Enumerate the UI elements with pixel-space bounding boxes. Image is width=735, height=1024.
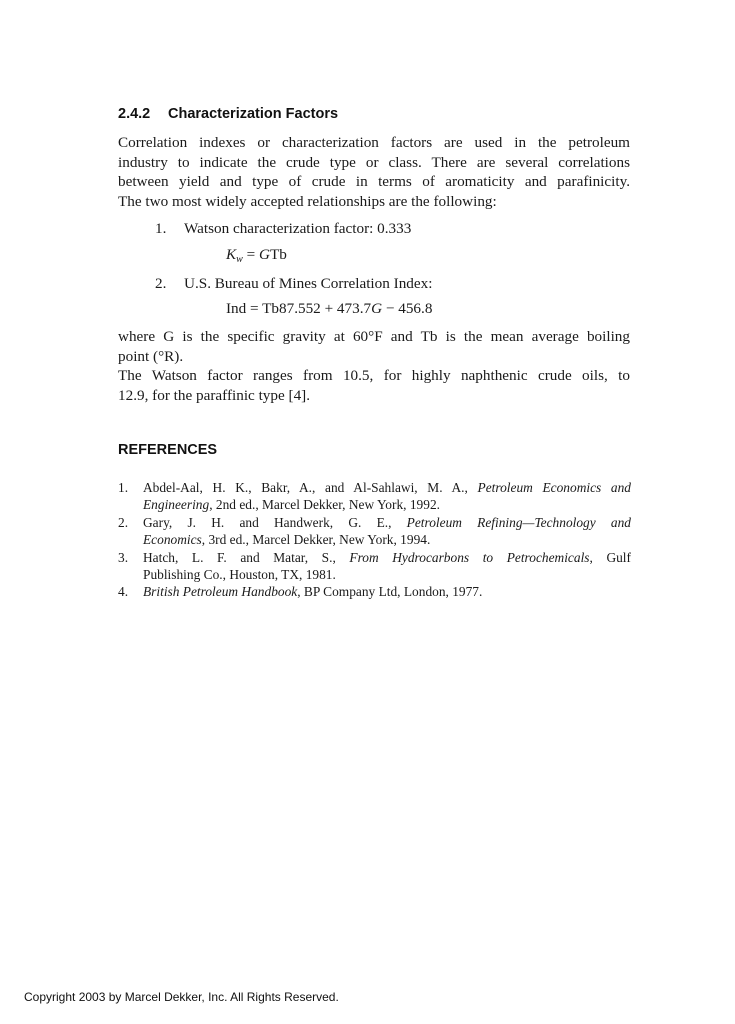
reference-item	[118, 514, 631, 549]
reference-authors: Abdel-Aal, H. K., Bakr, A., and Al-Sahlawi, M. A.,	[143, 480, 478, 495]
formula-ind: Ind = Tb87.552 + 473.7	[226, 300, 372, 317]
relationship-label: U.S. Bureau of Mines Correlation Index:	[184, 275, 433, 292]
reference-line	[143, 583, 631, 600]
reference-line	[143, 514, 631, 531]
watson-formula	[226, 245, 287, 265]
reference-item	[118, 549, 631, 584]
section-heading	[118, 106, 338, 122]
list-marker: 2.	[155, 275, 167, 292]
explanation-line: point (°R).	[118, 347, 184, 365]
reference-line: Publishing Co., Houston, TX, 1981.	[143, 567, 336, 583]
relationship-item-watson	[155, 219, 411, 239]
section-number: 2.4.2	[118, 106, 151, 122]
reference-title: Economics	[143, 532, 202, 548]
reference-line	[143, 531, 631, 548]
references-list	[118, 479, 631, 601]
intro-line: Correlation indexes or characterization factors are used in the petroleum	[118, 134, 630, 151]
intro-line: between yield and type of crude in terms of aromaticity and parafinicity.	[118, 173, 630, 190]
copyright-footer: Copyright 2003 by Marcel Dekker, Inc. All Rights Reserved.	[24, 990, 339, 1004]
reference-publisher: , Gulf	[589, 549, 631, 565]
intro-paragraph	[118, 133, 630, 211]
formula-constant: − 456.8	[382, 300, 433, 317]
formula-tb: Tb	[269, 246, 287, 263]
intro-line: industry to indicate the crude type or class. There are several correlations	[118, 153, 630, 171]
intro-line: The two most widely accepted relationships are the following:	[118, 192, 497, 210]
watson-range-line: 12.9, for the paraffinic type [4].	[118, 386, 311, 404]
formula-equals: =	[242, 246, 259, 263]
reference-number: 2.	[118, 514, 129, 530]
reference-authors: Gary, J. H. and Handwerk, G. E.,	[143, 514, 407, 530]
reference-number: 1.	[118, 480, 129, 495]
reference-item	[118, 479, 631, 514]
formula-g: G	[371, 300, 383, 317]
reference-title: Petroleum Refining—Technology and	[406, 514, 631, 530]
explanation-paragraph	[118, 327, 630, 366]
formula-g: G	[258, 246, 270, 263]
reference-number: 4.	[118, 584, 129, 600]
references-heading: REFERENCES	[118, 442, 218, 458]
reference-authors: Hatch, L. F. and Matar, S.,	[143, 549, 350, 565]
explanation-line: where G is the specific gravity at 60°F and Tb is the mean average boiling	[118, 328, 630, 345]
formula-k-subscript: w	[236, 254, 243, 265]
reference-line	[143, 496, 631, 513]
reference-line	[143, 479, 631, 496]
watson-range-line: The Watson factor ranges from 10.5, for highly naphthenic crude oils, to	[118, 367, 630, 384]
reference-item	[118, 583, 631, 600]
reference-publisher: , 2nd ed., Marcel Dekker, New York, 1992.	[209, 497, 440, 513]
reference-title: Petroleum Economics and	[477, 480, 631, 495]
reference-title: From Hydrocarbons to Petrochemicals	[349, 549, 590, 565]
reference-title: Engineering	[143, 497, 210, 513]
formula-k: K	[226, 246, 237, 263]
relationship-item-bureau	[155, 274, 432, 294]
relationship-label: Watson characterization factor: 0.333	[184, 220, 412, 237]
watson-range-paragraph	[118, 366, 630, 405]
reference-title: British Petroleum Handbook	[143, 584, 298, 600]
list-marker: 1.	[155, 220, 167, 237]
reference-line	[143, 549, 631, 566]
reference-publisher: , BP Company Ltd, London, 1977.	[297, 584, 483, 600]
reference-number: 3.	[118, 549, 129, 565]
bureau-formula	[226, 299, 432, 319]
reference-publisher: , 3rd ed., Marcel Dekker, New York, 1994.	[201, 532, 431, 548]
section-title: Characterization Factors	[168, 106, 339, 122]
